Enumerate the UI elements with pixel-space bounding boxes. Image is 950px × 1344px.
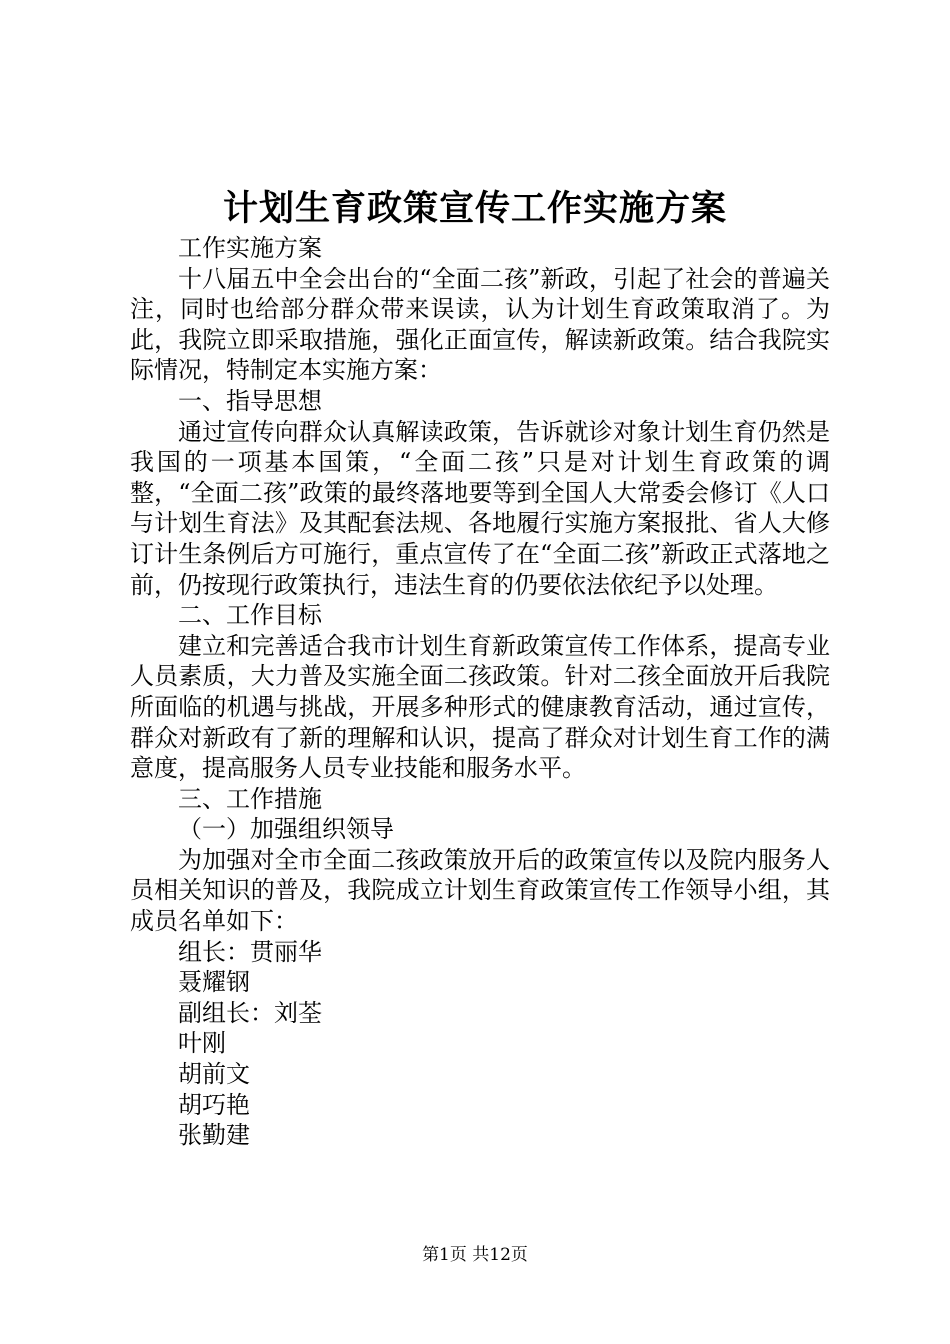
subsection-heading-organization: （一）加强组织领导 — [178, 815, 394, 844]
member-line: 叶刚 — [178, 1029, 226, 1058]
section-heading-work-measures: 三、工作措施 — [178, 784, 322, 813]
section-heading-work-goals: 二、工作目标 — [178, 601, 322, 630]
member-line-deputy-leader: 副组长：刘荃 — [178, 998, 322, 1027]
page-number-footer: 第1页 共12页 — [422, 1245, 528, 1265]
member-line: 聂耀钢 — [178, 968, 250, 997]
member-line: 胡前文 — [178, 1060, 250, 1089]
section-heading-guiding-thought: 一、指导思想 — [178, 386, 322, 415]
paragraph-intro: 十八届五中全会出台的“全面二孩”新政，引起了社会的普遍关注，同时也给部分群众带来误读，认为计划生育政策取消了。为此，我院立即采取措施，强化正面宣传，解读新政策。结合我院实际情况，特制定本实施方案： — [130, 264, 830, 385]
member-line-leader: 组长：贯丽华 — [178, 937, 322, 966]
member-line: 胡巧艳 — [178, 1090, 250, 1119]
paragraph-guiding-thought: 通过宣传向群众认真解读政策，告诉就诊对象计划生育仍然是我国的一项基本国策，“全面二孩”只是对计划生育政策的调整，“全面二孩”政策的最终落地要等到全国人大常委会修订《人口与计划生育法》及其配套法规、各地履行实施方案报批、省人大修订计生条例后方可施行，重点宣传了在“全面二孩”新政正式落地之前，仍按现行政策执行，违法生育的仍要依法依纪予以处理。 — [130, 417, 830, 599]
document-title: 计划生育政策宣传工作实施方案 — [222, 188, 727, 229]
paragraph-organization: 为加强对全市全面二孩政策放开后的政策宣传以及院内服务人员相关知识的普及，我院成立计划生育政策宣传工作领导小组，其成员名单如下： — [130, 845, 830, 936]
document-body — [130, 233, 830, 1151]
member-line: 张勤建 — [178, 1121, 250, 1150]
paragraph-heading-plan: 工作实施方案 — [178, 234, 322, 262]
paragraph-work-goals: 建立和完善适合我市计划生育新政策宣传工作体系，提高专业人员素质，大力普及实施全面二孩政策。针对二孩全面放开后我院所面临的机遇与挑战，开展多种形式的健康教育活动，通过宣传，群众对新政有了新的理解和认识，提高了群众对计划生育工作的满意度，提高服务人员专业技能和服务水平。 — [130, 631, 830, 783]
